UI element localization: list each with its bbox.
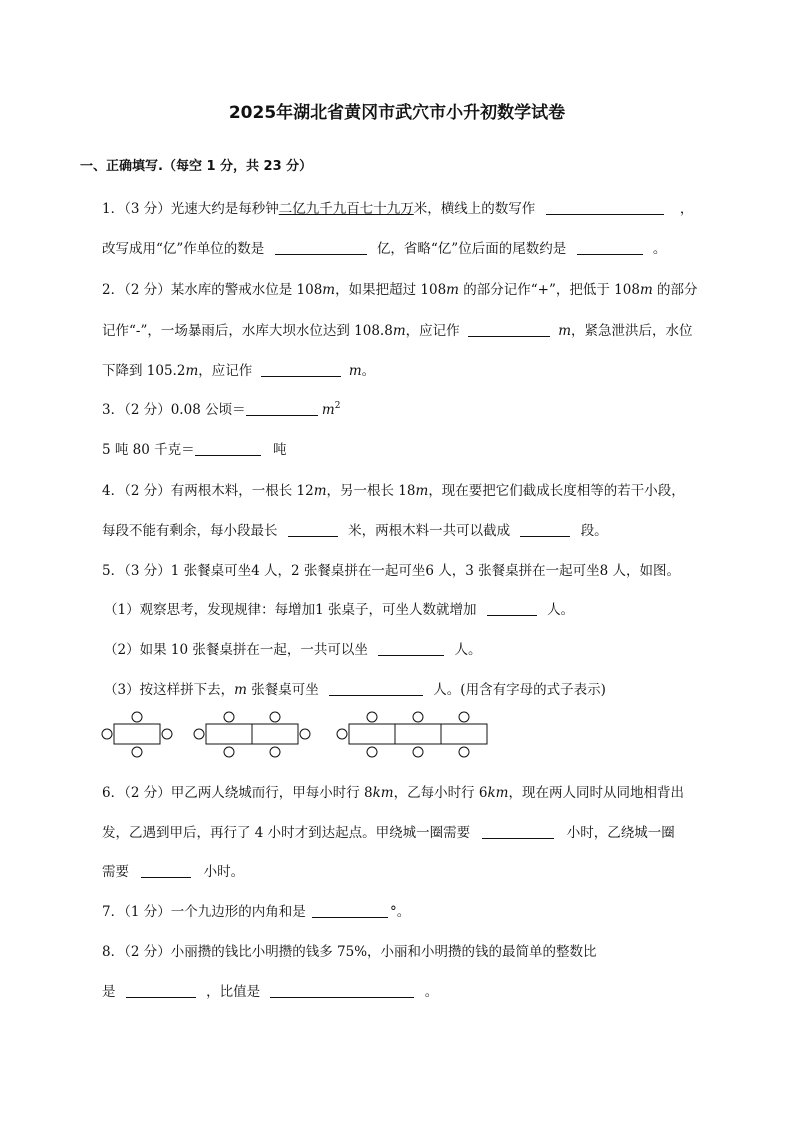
q5-part1 [104, 598, 574, 618]
q2-text: 。 [361, 363, 376, 379]
seat-circle [300, 729, 310, 739]
table-seating-diagram [96, 708, 496, 768]
unit-m: m [639, 282, 653, 298]
answer-blank[interactable] [270, 983, 414, 998]
answer-blank[interactable] [261, 362, 341, 377]
unit-square-superscript: 2 [334, 401, 341, 411]
answer-blank[interactable] [312, 903, 388, 918]
q5-part3 [104, 678, 606, 698]
unit-m: m [322, 282, 336, 298]
seat-circle [270, 747, 280, 757]
page-title: 2025年湖北省黄冈市武穴市小升初数学试卷 [228, 103, 566, 123]
q2-line2 [102, 319, 693, 339]
table-rect [252, 724, 298, 744]
q2-text: 的部分记作“+”，把低于 108 [458, 282, 640, 298]
unit-km: km [372, 785, 394, 801]
unit-m: m [313, 483, 327, 499]
q6-text: 小时，乙绕城一圈 [566, 825, 675, 841]
q8-text: 是 [102, 984, 116, 1000]
unit-km: km [487, 785, 509, 801]
seat-circle [194, 729, 204, 739]
answer-blank[interactable] [288, 522, 338, 537]
table-rect [114, 724, 160, 744]
q6-text: 需要 [102, 864, 129, 880]
q5-part2 [104, 638, 481, 658]
answer-blank[interactable] [126, 983, 196, 998]
seat-circle [132, 712, 142, 722]
seat-circle [270, 712, 280, 722]
q4-text: ，现在要把它们截成长度相等的若干小段， [428, 483, 685, 499]
q2-text: ，紧急泄洪后，水位 [571, 323, 693, 339]
q1-text: 米，横线上的数写作 [413, 201, 536, 217]
seat-circle [367, 747, 377, 757]
q1-text: 。 [652, 241, 667, 257]
answer-blank[interactable] [329, 681, 423, 696]
seat-circle [224, 747, 234, 757]
q6-text: 发，乙遇到甲后，再行了 4 小时才到达起点。甲绕城一圈需要 [102, 825, 471, 841]
seat-circle [162, 729, 172, 739]
seat-circle [413, 712, 423, 722]
table-rect [349, 724, 395, 744]
q2-text: ，应记作 [405, 323, 460, 339]
q2-text: 下降到 105.2 [102, 363, 186, 379]
q1-text: 亿，省略“亿”位后面的尾数约是 [376, 241, 567, 257]
q6-line3 [102, 860, 244, 880]
q5-text: （2）如果 10 张餐桌拼在一起，一共可以坐 [104, 642, 368, 658]
q3-text: 5 吨 80 千克＝ [102, 442, 195, 458]
q2-text: 的部分 [652, 282, 698, 298]
q5-line1: 5．（3 分）1 张餐桌可坐4 人，2 张餐桌拼在一起可坐6 人，3 张餐桌拼在一起可坐8 人，如图。 [102, 563, 681, 579]
unit-m: m [185, 363, 199, 379]
seat-circle [224, 712, 234, 722]
q1-text: 改写成用“亿”作单位的数是 [102, 241, 265, 257]
section-heading: 一、正确填写.（每空 1 分，共 23 分） [80, 159, 313, 174]
table-rect [206, 724, 252, 744]
q3-line2 [102, 438, 286, 458]
q2-line3 [102, 359, 375, 379]
q6-text: 6．（2 分）甲乙两人绕城而行，甲每小时行 8 [102, 785, 373, 801]
unit-m: m [415, 483, 429, 499]
seat-circle [102, 729, 112, 739]
answer-blank[interactable] [487, 601, 537, 616]
q4-text: 米，两根木料一共可以截成 [348, 523, 511, 539]
q8-text: 。 [424, 984, 439, 1000]
seat-circle [459, 747, 469, 757]
q6-line1 [102, 781, 684, 801]
q3-text: 吨 [272, 442, 287, 458]
answer-blank[interactable] [468, 322, 550, 337]
unit-m: m [392, 323, 406, 339]
q4-text: ，另一根长 18 [326, 483, 416, 499]
answer-blank[interactable] [141, 863, 191, 878]
answer-blank[interactable] [246, 401, 318, 416]
q7-line1 [102, 900, 410, 920]
q3-line1 [102, 398, 340, 418]
table-rect [395, 724, 441, 744]
q2-text: ，如果把超过 108 [335, 282, 447, 298]
q6-text: ，乙每小时行 6 [393, 785, 488, 801]
table-rect [441, 724, 487, 744]
q1-text: ， [679, 201, 694, 217]
q6-line2 [102, 821, 675, 841]
q8-line2 [102, 980, 438, 1000]
q4-text: 段。 [580, 523, 608, 539]
answer-blank[interactable] [195, 441, 261, 456]
seat-circle [459, 712, 469, 722]
answer-blank[interactable] [482, 824, 554, 839]
seat-circle [413, 747, 423, 757]
q5-text: 张餐桌可坐 [246, 682, 319, 698]
q5-text: 人。 [454, 642, 482, 658]
unit-m: m [446, 282, 459, 298]
q2-line1 [102, 278, 698, 298]
q2-text: 记作“-”，一场暴雨后，水库大坝水位达到 108.8 [102, 323, 393, 339]
unit-m: m [321, 402, 335, 418]
q5-text: 人。 [547, 602, 575, 618]
unit-m: m [348, 363, 362, 379]
seat-circle [337, 729, 347, 739]
q4-line1 [102, 479, 685, 499]
q4-line2 [102, 519, 608, 539]
seat-circle [367, 712, 377, 722]
q4-text: 每段不能有剩余，每小段最长 [102, 523, 278, 539]
q7-text: °。 [390, 904, 411, 920]
q6-text: ，现在两人同时从同地相背出 [508, 785, 684, 801]
q1-line2 [102, 237, 666, 257]
seat-circle [132, 747, 142, 757]
q8-line1: 8．（2 分）小丽攒的钱比小明攒的钱多 75%，小丽和小明攒的钱的最简单的整数比 [102, 944, 597, 960]
q4-text: 4．（2 分）有两根木料，一根长 12 [102, 483, 314, 499]
q6-text: 小时。 [203, 864, 245, 880]
unit-m: m [558, 323, 572, 339]
answer-blank[interactable] [378, 641, 444, 656]
q1-underlined-number: 二亿九千九百七十九万 [278, 201, 414, 217]
answer-blank[interactable] [577, 240, 643, 255]
q1-line1 [102, 197, 693, 217]
q7-text: 7．（1 分）一个九边形的内角和是 [102, 904, 306, 920]
q1-text: 1．（3 分）光速大约是每秒钟 [102, 201, 279, 217]
variable-m: m [234, 682, 247, 698]
answer-blank[interactable] [520, 522, 570, 537]
q2-text: 2．（2 分）某水库的警戒水位是 108 [102, 282, 323, 298]
q5-text: 人。(用含有字母的式子表示) [433, 682, 606, 698]
q5-text: （3）按这样拼下去， [104, 682, 235, 698]
answer-blank[interactable] [546, 200, 664, 215]
q3-text: 3．（2 分）0.08 公顷＝ [102, 402, 246, 418]
q8-text: ，比值是 [206, 984, 261, 1000]
q2-text: ，应记作 [198, 363, 253, 379]
q5-text: （1）观察思考，发现规律：每增加1 张桌子，可坐人数就增加 [104, 602, 477, 618]
answer-blank[interactable] [275, 240, 367, 255]
